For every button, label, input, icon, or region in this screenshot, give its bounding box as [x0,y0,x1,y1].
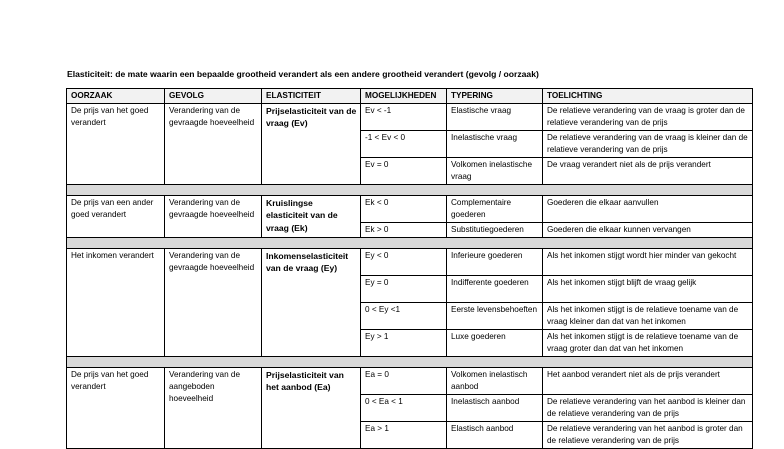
mogelijkheid-cell: Ey = 0 [361,275,447,302]
elasticiteit-cell: Inkomenselasticiteit van de vraag (Ey) [262,248,361,356]
gevolg-cell: Verandering van de gevraagde hoeveelheid [165,248,262,356]
oorzaak-cell: Het inkomen verandert [67,248,165,356]
document-heading: Elasticiteit: de mate waarin een bepaalde grootheid verandert als een andere grootheid verandert (gevolg / oorzaak) [67,69,539,79]
typering-cell: Elastische vraag [447,103,543,130]
table-row [67,248,753,275]
toelichting-cell: Als het inkomen stijgt wordt hier minder van gekocht [543,248,753,275]
typering-cell: Volkomen inelastisch aanbod [447,367,543,394]
gevolg-cell: Verandering van de aangeboden hoeveelheid [165,367,262,448]
toelichting-cell: Goederen die elkaar aanvullen [543,195,753,222]
elasticiteit-cell: Prijselasticiteit van de vraag (Ev) [262,103,361,184]
toelichting-cell: Als het inkomen stijgt is de relatieve toename van de vraag groter dan dat van het inkomen [543,329,753,356]
oorzaak-cell: De prijs van een ander goed verandert [67,195,165,237]
toelichting-cell: Als het inkomen stijgt blijft de vraag gelijk [543,275,753,302]
mogelijkheid-cell: 0 < Ey <1 [361,302,447,329]
column-header-typering: TYPERING [447,89,543,104]
typering-cell: Eerste levensbehoeften [447,302,543,329]
mogelijkheid-cell: Ea = 0 [361,367,447,394]
table-header-row [67,89,753,104]
column-header-oorzaak: OORZAAK [67,89,165,104]
mogelijkheid-cell: Ek > 0 [361,222,447,237]
elasticiteit-cell: Kruislingse elasticiteit van de vraag (Ek) [262,195,361,237]
gevolg-cell: Verandering van de gevraagde hoeveelheid [165,103,262,184]
separator-row [67,237,753,248]
toelichting-cell: Als het inkomen stijgt is de relatieve toename van de vraag kleiner dan dat van het inkomen [543,302,753,329]
typering-cell: Complementaire goederen [447,195,543,222]
mogelijkheid-cell: Ey > 1 [361,329,447,356]
mogelijkheid-cell: Ea > 1 [361,421,447,448]
mogelijkheid-cell: -1 < Ev < 0 [361,130,447,157]
typering-cell: Volkomen inelastische vraag [447,157,543,184]
mogelijkheid-cell: Ev < -1 [361,103,447,130]
toelichting-cell: De relatieve verandering van de vraag is kleiner dan de relatieve verandering van de prijs [543,130,753,157]
column-header-elasticiteit: ELASTICITEIT [262,89,361,104]
elasticity-table [66,88,753,449]
column-header-gevolg: GEVOLG [165,89,262,104]
mogelijkheid-cell: Ev = 0 [361,157,447,184]
separator-row [67,184,753,195]
toelichting-cell: De relatieve verandering van het aanbod is kleiner dan de relatieve verandering van de prijs [543,394,753,421]
typering-cell: Indifferente goederen [447,275,543,302]
column-header-toelichting: TOELICHTING [543,89,753,104]
oorzaak-cell: De prijs van het goed verandert [67,367,165,448]
gevolg-cell: Verandering van de gevraagde hoeveelheid [165,195,262,237]
typering-cell: Inelastisch aanbod [447,394,543,421]
table-row [67,195,753,222]
separator-cell [67,184,753,195]
mogelijkheid-cell: Ey < 0 [361,248,447,275]
typering-cell: Inferieure goederen [447,248,543,275]
elasticiteit-cell: Prijselasticiteit van het aanbod (Ea) [262,367,361,448]
column-header-mogelijkheden: MOGELIJKHEDEN [361,89,447,104]
toelichting-cell: De vraag verandert niet als de prijs verandert [543,157,753,184]
toelichting-cell: Het aanbod verandert niet als de prijs verandert [543,367,753,394]
typering-cell: Elastisch aanbod [447,421,543,448]
separator-row [67,356,753,367]
separator-cell [67,237,753,248]
toelichting-cell: De relatieve verandering van het aanbod is groter dan de relatieve verandering van de prijs [543,421,753,448]
separator-cell [67,356,753,367]
toelichting-cell: De relatieve verandering van de vraag is groter dan de relatieve verandering van de prijs [543,103,753,130]
typering-cell: Luxe goederen [447,329,543,356]
oorzaak-cell: De prijs van het goed verandert [67,103,165,184]
typering-cell: Inelastische vraag [447,130,543,157]
table-row [67,367,753,394]
toelichting-cell: Goederen die elkaar kunnen vervangen [543,222,753,237]
table-row [67,103,753,130]
typering-cell: Substitutiegoederen [447,222,543,237]
mogelijkheid-cell: Ek < 0 [361,195,447,222]
mogelijkheid-cell: 0 < Ea < 1 [361,394,447,421]
